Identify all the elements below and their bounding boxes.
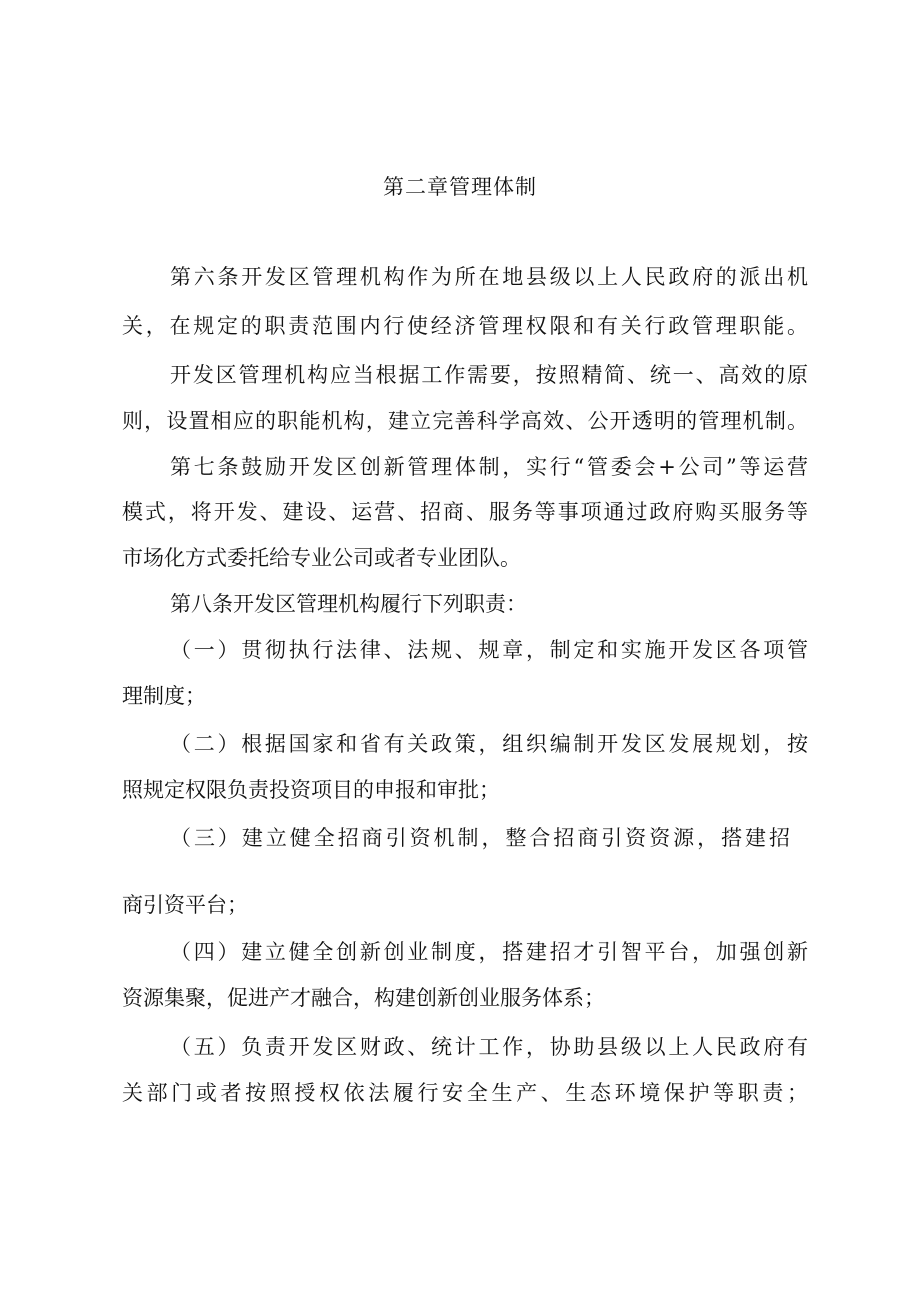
article-6-line-1: 第六条开发区管理机构作为所在地县级以上人民政府的派出机	[170, 265, 808, 289]
item-1-line-1: （一）贯彻执行法律、法规、规章，制定和实施开发区各项管	[170, 638, 808, 662]
item-3-line-1: （三）建立健全招商引资机制，整合招商引资资源，搭建招	[170, 826, 790, 850]
article-8-heading: 第八条开发区管理机构履行下列职责：	[170, 592, 527, 616]
chapter-title: 第二章管理体制	[383, 175, 537, 199]
article-6-line-2: 关，在规定的职责范围内行使经济管理权限和有关行政管理职能。	[122, 314, 808, 338]
item-1-line-2: 理制度；	[122, 684, 206, 708]
item-3-line-2: 商引资平台；	[122, 893, 248, 917]
item-2-line-2: 照规定权限负责投资项目的申报和审批；	[122, 778, 500, 802]
article-7-line-3: 市场化方式委托给专业公司或者专业团队。	[122, 546, 521, 570]
article-7-line-1: 第七条鼓励开发区创新管理体制，实行“管委会+公司”等运营	[170, 455, 808, 479]
item-5-line-2: 关部门或者按照授权依法履行安全生产、生态环境保护等职责；	[122, 1081, 808, 1105]
item-4-line-2: 资源集聚，促进产才融合，构建创新创业服务体系；	[122, 986, 605, 1010]
article-6-para-2-line-1: 开发区管理机构应当根据工作需要，按照精简、统一、高效的原	[170, 363, 808, 387]
item-4-line-1: （四）建立健全创新创业制度，搭建招才引智平台，加强创新	[170, 940, 808, 964]
article-6-para-2-line-2: 则，设置相应的职能机构，建立完善科学高效、公开透明的管理机制。	[122, 409, 808, 433]
article-7-line-2: 模式，将开发、建设、运营、招商、服务等事项通过政府购买服务等	[122, 500, 808, 524]
item-5-line-1: （五）负责开发区财政、统计工作，协助县级以上人民政府有	[170, 1035, 808, 1059]
item-2-line-1: （二）根据国家和省有关政策，组织编制开发区发展规划，按	[170, 732, 808, 756]
